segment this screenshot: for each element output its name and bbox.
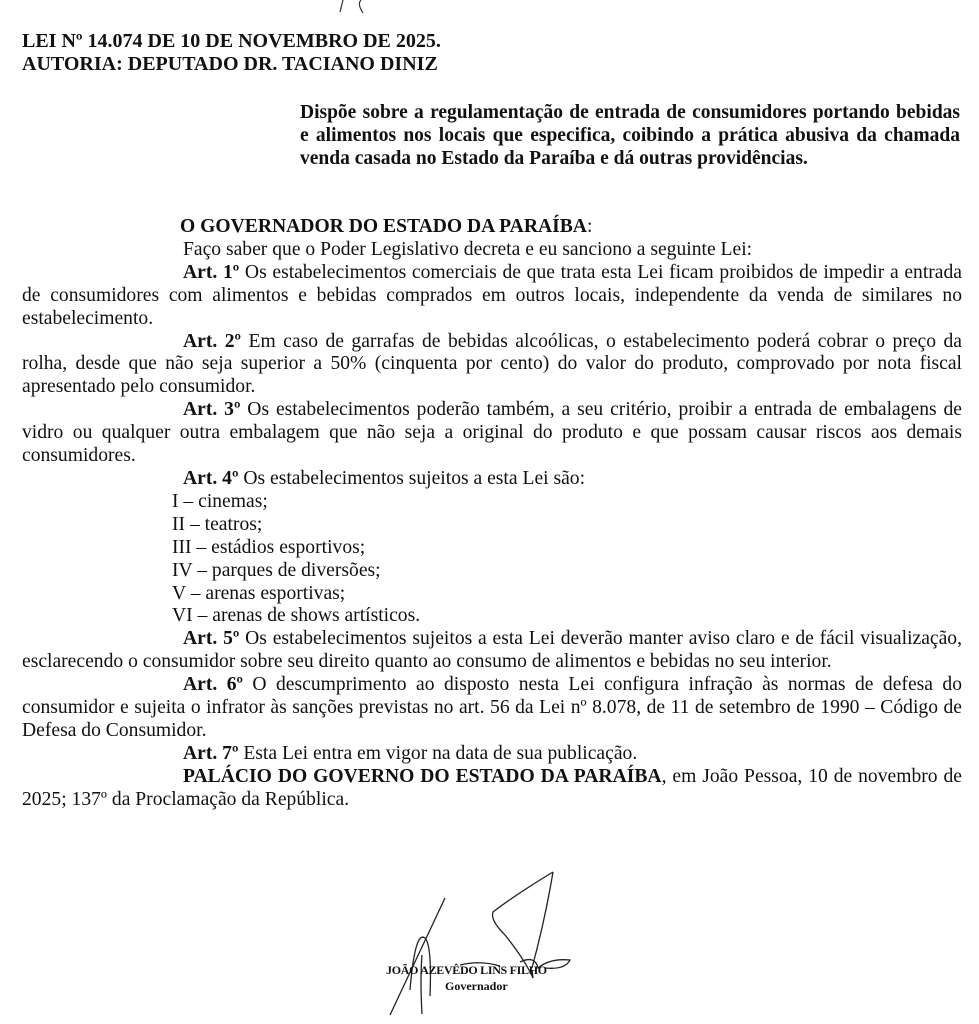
article-6 — [22, 674, 962, 743]
preamble: Faço saber que o Poder Legislativo decreta e eu sanciono a seguinte Lei: — [183, 238, 753, 260]
article-label: Art. 2º — [183, 330, 242, 352]
article-text: Os estabelecimentos sujeitos a esta Lei deverão manter aviso claro e de fácil visualização, esclarecendo o consumidor sobre seu direito quanto ao consumo de alimentos e bebidas no seu interior. — [22, 628, 962, 673]
article-label: Art. 4º — [183, 467, 239, 489]
list-item: VI – arenas de shows artísticos. — [172, 605, 421, 627]
article-label: Art. 1º — [183, 261, 240, 283]
list-item: IV – parques de diversões; — [172, 559, 381, 581]
closing-place: PALÁCIO DO GOVERNO DO ESTADO DA PARAÍBA — [183, 765, 662, 787]
authorship: AUTORIA: DEPUTADO DR. TACIANO DINIZ — [22, 53, 438, 75]
handwritten-signature — [340, 860, 640, 1024]
closing-statement — [22, 766, 962, 812]
signature-fragment-top — [335, 0, 375, 14]
article-text: Os estabelecimentos sujeitos a esta Lei são: — [238, 467, 586, 489]
article-2 — [22, 331, 962, 400]
article-label: Art. 7º — [183, 742, 239, 764]
colon: : — [586, 216, 593, 237]
article-text: Os estabelecimentos poderão também, a seu critério, proibir a entrada de embalagens de vidro ou qualquer outra embalagem que não seja a original do produto e que possam causar riscos aos demais consumidores. — [22, 399, 962, 467]
closing-text: , em João Pessoa, 10 de novembro de 2025; 137º da Proclamação da República. — [22, 765, 962, 810]
article-5 — [22, 628, 962, 674]
document-header — [22, 30, 441, 76]
governor-heading-text: O GOVERNADOR DO ESTADO DA PARAÍBA — [180, 216, 587, 237]
article-label: Art. 3º — [183, 399, 241, 421]
article-text: Os estabelecimentos comerciais de que trata esta Lei ficam proibidos de impedir a entrada de consumidores com alimentos e bebidas comprados em outros locais, independente da venda de similares no estabelecimento. — [22, 261, 962, 329]
article-text: Em caso de garrafas de bebidas alcoólicas, o estabelecimento poderá cobrar o preço da rolha, desde que não seja superior a 50% (cinquenta por cento) do valor do produto, comprovado por nota fiscal apresentado pelo consumidor. — [22, 330, 963, 398]
law-title: LEI Nº 14.074 DE 10 DE NOVEMBRO DE 2025. — [22, 30, 441, 52]
list-item: II – teatros; — [172, 513, 263, 535]
article-3 — [22, 399, 962, 468]
list-item: V – arenas esportivas; — [172, 582, 346, 604]
list-item: I – cinemas; — [172, 490, 268, 512]
article-label: Art. 6º — [183, 674, 243, 696]
article-text: O descumprimento ao disposto nesta Lei configura infração às normas de defesa do consumidor e sujeita o infrator às sanções previstas no art. 56 da Lei nº 8.078, de 11 de setembro de 1990 – Código de Defesa do Consumidor. — [22, 674, 962, 741]
article-text: Esta Lei entra em vigor na data de sua publicação. — [238, 742, 638, 764]
governor-heading — [22, 216, 962, 239]
list-item: III – estádios esportivos; — [172, 536, 366, 558]
law-summary: Dispõe sobre a regulamentação de entrada de consumidores portando bebidas e alimentos nos locais que especifica, coibindo a prática abusiva da chamada venda casada no Estado da Paraíba e dá outras providências. — [300, 102, 960, 169]
signatory-name: JOÃO AZEVÊDO LINS FILHO — [386, 963, 547, 977]
law-body — [22, 216, 962, 812]
article-7 — [22, 743, 962, 766]
article-1 — [22, 262, 962, 331]
article-label: Art. 5º — [183, 628, 240, 650]
article-4 — [22, 468, 962, 491]
signatory-role: Governador — [445, 979, 508, 993]
